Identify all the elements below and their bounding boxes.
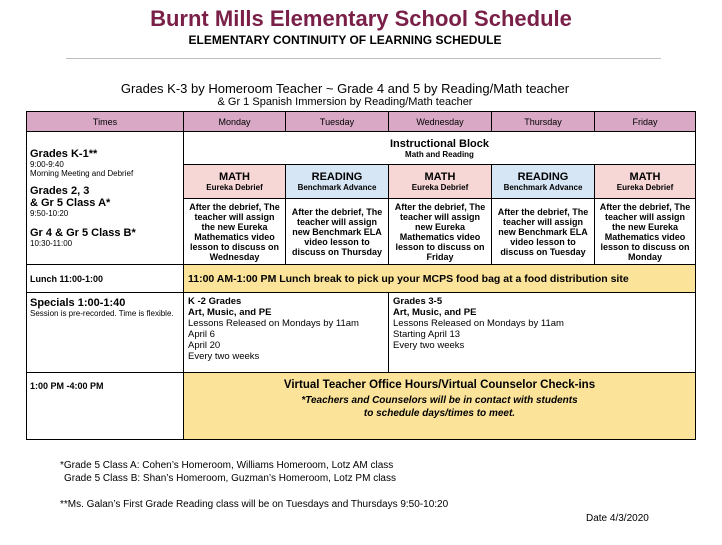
- footnote-class-a: *Grade 5 Class A: Cohen’s Homeroom, Williams Homeroom, Lotz AM class: [60, 460, 394, 471]
- morning-times-cell: [27, 132, 184, 265]
- specials-g35: [389, 293, 696, 373]
- subject-thursday: [492, 165, 595, 199]
- k1-label: Grades K-1**: [30, 148, 98, 160]
- office-title: Virtual Teacher Office Hours/Virtual Counselor Check-ins: [283, 379, 596, 391]
- subject-name: MATH: [629, 171, 661, 183]
- g23-label: Grades 2, 3: [30, 185, 90, 197]
- footnote-galan: **Ms. Galan’s First Grade Reading class will be on Tuesdays and Thursdays 9:50-10:20: [60, 499, 449, 510]
- lunch-text: 11:00 AM-1:00 PM Lunch break to pick up your MCPS food bag at a food distribution site: [184, 265, 696, 293]
- k2-line: April 6: [188, 329, 215, 340]
- k2-line: Lessons Released on Mondays by 11am: [188, 318, 359, 329]
- k2-sub: Art, Music, and PE: [188, 307, 272, 318]
- subject-detail: Eureka Debrief: [411, 183, 469, 192]
- subject-detail: Benchmark Advance: [297, 183, 377, 192]
- header-row: [27, 112, 696, 132]
- block-title: Instructional Block: [389, 137, 490, 150]
- schedule-table: [26, 111, 696, 440]
- g23-label-2: & Gr 5 Class A*: [30, 197, 111, 209]
- specials-note: Session is pre-recorded. Time is flexible.: [30, 309, 174, 318]
- note-monday: After the debrief, The teacher will assign the new Eureka Mathematics video lesson to discuss on Wednesday: [184, 199, 286, 265]
- g4-label: Gr 4 & Gr 5 Class B*: [30, 227, 136, 239]
- g35-title: Grades 3-5: [393, 296, 443, 307]
- note-friday: After the debrief, The teacher will assign the new Eureka Mathematics video lesson to discuss on Monday: [595, 199, 696, 265]
- col-monday: Monday: [184, 112, 286, 132]
- page-subtitle: ELEMENTARY CONTINUITY OF LEARNING SCHEDULE: [188, 33, 502, 47]
- col-times: Times: [27, 112, 184, 132]
- note-tuesday: After the debrief, The teacher will assign new Benchmark ELA video lesson to discuss on Thursday: [286, 199, 389, 265]
- subject-friday: [595, 165, 696, 199]
- divider: [66, 58, 661, 59]
- instructional-block: [184, 132, 696, 165]
- lunch-label: Lunch 11:00-1:00: [27, 265, 184, 293]
- subject-tuesday: [286, 165, 389, 199]
- block-sub: Math and Reading: [405, 149, 474, 159]
- col-friday: Friday: [595, 112, 696, 132]
- note-thursday: After the debrief, The teacher will assign new Benchmark ELA video lesson to discuss on Tuesday: [492, 199, 595, 265]
- subject-wednesday: [389, 165, 492, 199]
- subject-name: READING: [311, 171, 363, 183]
- col-wednesday: Wednesday: [389, 112, 492, 132]
- office-line-1: *Teachers and Counselors will be in contact with students: [301, 395, 578, 406]
- col-thursday: Thursday: [492, 112, 595, 132]
- subject-detail: Benchmark Advance: [503, 183, 583, 192]
- lunch-row: [27, 265, 696, 293]
- subject-monday: [184, 165, 286, 199]
- grades-line-1: Grades K-3 by Homeroom Teacher ~ Grade 4 and 5 by Reading/Math teacher: [120, 81, 570, 96]
- subject-name: MATH: [219, 171, 250, 183]
- specials-label: Specials 1:00-1:40: [30, 297, 126, 309]
- g4-time: 10:30-11:00: [30, 239, 73, 248]
- g35-line: Every two weeks: [393, 340, 465, 351]
- subject-detail: Eureka Debrief: [616, 183, 674, 192]
- g35-line: Lessons Released on Mondays by 11am: [393, 318, 564, 329]
- specials-k2: [184, 293, 389, 373]
- g35-sub: Art, Music, and PE: [393, 307, 477, 318]
- office-line-2: to schedule days/times to meet.: [363, 408, 516, 419]
- k2-line: Every two weeks: [188, 351, 260, 362]
- footnote-class-b: Grade 5 Class B: Shan’s Homeroom, Guzman’s Homeroom, Lotz PM class: [64, 473, 396, 484]
- subject-name: MATH: [424, 171, 456, 183]
- subject-name: READING: [517, 171, 569, 183]
- grades-line-2: & Gr 1 Spanish Immersion by Reading/Math teacher: [217, 96, 473, 108]
- k2-line: April 20: [188, 340, 221, 351]
- g23-time: 9:50-10:20: [30, 209, 69, 218]
- g35-line: Starting April 13: [393, 329, 461, 340]
- k1-time: 9:00-9:40: [30, 160, 64, 169]
- office-label: 1:00 PM -4:00 PM: [27, 373, 184, 440]
- col-tuesday: Tuesday: [286, 112, 389, 132]
- date-stamp: Date 4/3/2020: [586, 513, 649, 524]
- specials-cell: [27, 293, 184, 373]
- specials-row: [27, 293, 696, 373]
- instructional-row: [27, 132, 696, 165]
- k2-title: K -2 Grades: [188, 296, 242, 307]
- note-wednesday: After the debrief, The teacher will assign new Eureka Mathematics video lesson to discuss on Friday: [389, 199, 492, 265]
- office-cell: [184, 373, 696, 440]
- office-row: [27, 373, 696, 440]
- page-title: Burnt Mills Elementary School Schedule: [150, 6, 572, 31]
- subject-detail: Eureka Debrief: [206, 183, 263, 192]
- k1-desc: Morning Meeting and Debrief: [30, 169, 134, 178]
